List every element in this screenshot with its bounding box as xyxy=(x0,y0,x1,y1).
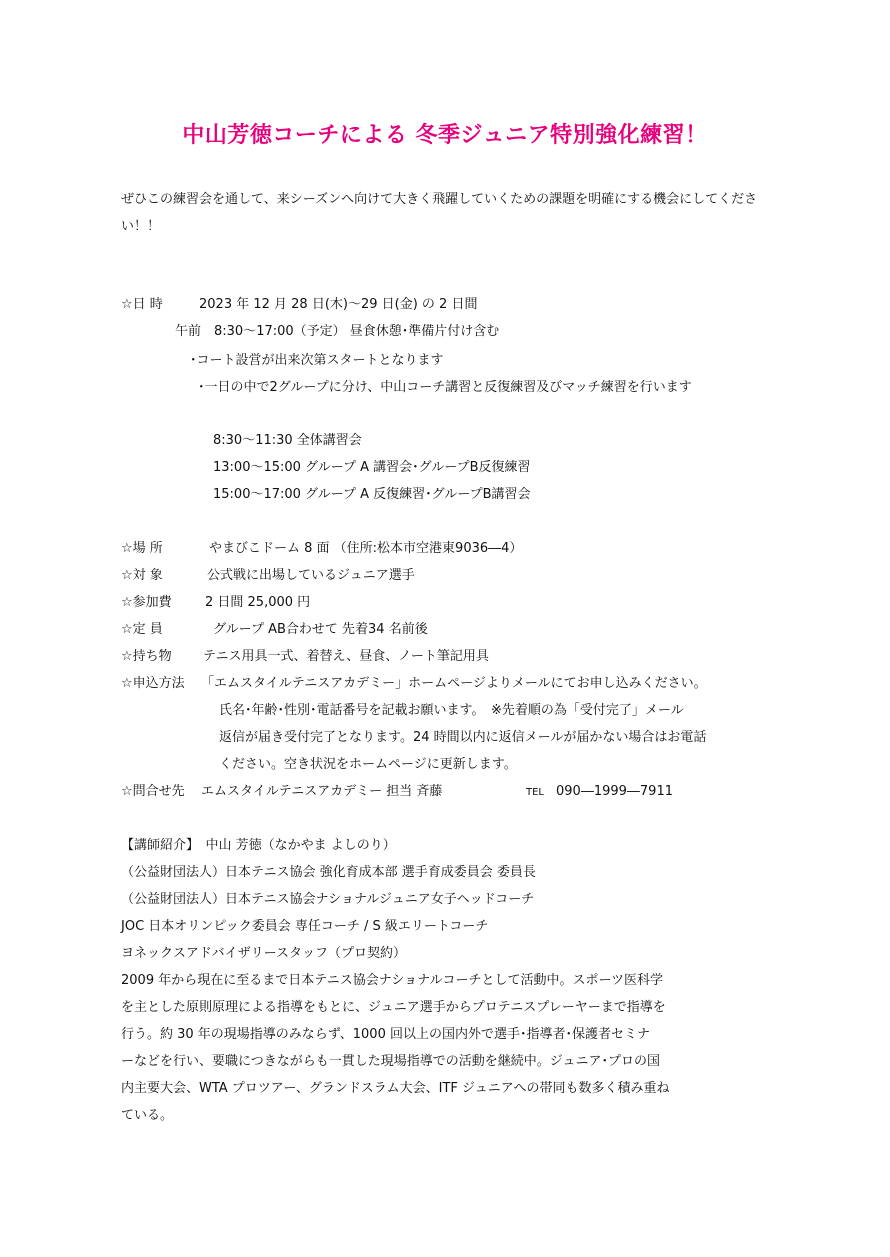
target-label: ☆対 象 xyxy=(121,568,163,583)
tel-value: 090―1999―7911 xyxy=(556,784,673,799)
apply-row xyxy=(121,676,707,692)
capacity-value: グループ AB合わせて 先着34 名前後 xyxy=(213,622,428,637)
capacity-row xyxy=(121,622,428,638)
intro-line-2: い！！ xyxy=(121,219,161,234)
intro-line-1: ぜひこの練習会を通して、来シーズンへ向けて大きく飛躍していくための課題を明確にする機会にしてくださ xyxy=(121,192,758,207)
capacity-label: ☆定 員 xyxy=(121,622,163,637)
items-label: ☆持ち物 xyxy=(121,649,172,664)
apply-value-2: 氏名･年齢･性別･電話番号を記載お願います。 ※先着順の為「受付完了」メール xyxy=(219,703,684,718)
target-row xyxy=(121,568,415,584)
contact-value: エムスタイルテニスアカデミー 担当 斉藤 xyxy=(201,784,443,799)
instructor-bio-3: 行う。約 30 年の現場指導のみならず、1000 回以上の国内外で選手･指導者･保護者セミナ xyxy=(121,1027,650,1042)
instructor-bio-4: ーなどを行い、要職につきながらも一貫した現場指導での活動を継続中。ジュニア･プロの国 xyxy=(121,1054,660,1069)
apply-value-4: ください。空き状況をホームページに更新します。 xyxy=(219,757,517,772)
instructor-bio-6: ている。 xyxy=(121,1108,174,1123)
instructor-heading: 【講師紹介】 中山 芳徳（なかやま よしのり） xyxy=(121,838,396,853)
instructor-role-2: （公益財団法人）日本テニス協会ナショナルジュニア女子ヘッドコーチ xyxy=(121,892,535,907)
instructor-role-1: （公益財団法人）日本テニス協会 強化育成本部 選手育成委員会 委員長 xyxy=(121,865,536,880)
date-row xyxy=(121,297,477,313)
instructor-role-4: ヨネックスアドバイザリースタッフ（プロ契約） xyxy=(121,946,406,961)
items-value: テニス用具一式、着替え、昼食、ノート筆記用具 xyxy=(203,649,489,664)
time-slot-3: 15:00～17:00 グループ A 反復練習･グループB講習会 xyxy=(213,487,531,502)
instructor-bio-5: 内主要大会、WTA プロツアー、グランドスラム大会、ITF ジュニアへの帯同も数多く積み重ね xyxy=(121,1081,670,1096)
instructor-role-3: JOC 日本オリンピック委員会 専任コーチ / S 級エリートコーチ xyxy=(121,919,489,934)
tel-row xyxy=(526,784,673,801)
apply-label: ☆申込方法 xyxy=(121,676,185,691)
time-slot-1: 8:30～11:30 全体講習会 xyxy=(213,433,362,448)
date-value: 2023 年 12 月 28 日(木)～29 日(金) の 2 日間 xyxy=(199,297,478,312)
fee-label: ☆参加費 xyxy=(121,595,172,610)
time-line: 午前 8:30～17:00（予定） 昼食休憩･準備片付け含む xyxy=(175,324,500,339)
place-value: やまびこドーム 8 面 （住所:松本市空港東9036―4） xyxy=(209,541,523,556)
instructor-bio-1: 2009 年から現在に至るまで日本テニス協会ナショナルコーチとして活動中。スポーツ医科学 xyxy=(121,973,664,988)
date-label: ☆日 時 xyxy=(121,297,163,312)
apply-value-1: 「エムスタイルテニスアカデミー」ホームページよりメールにてお申し込みください。 xyxy=(201,676,707,691)
fee-row xyxy=(121,595,310,611)
target-value: 公式戦に出場しているジュニア選手 xyxy=(207,568,415,583)
place-label: ☆場 所 xyxy=(121,541,163,556)
place-row xyxy=(121,541,522,557)
schedule-note-1: ･コート設営が出来次第スタートとなります xyxy=(190,353,444,368)
contact-label: ☆問合せ先 xyxy=(121,784,185,799)
instructor-bio-2: を主とした原則原理による指導をもとに、ジュニア選手からプロテニスプレーヤーまで指導を xyxy=(121,1000,666,1015)
time-slot-2: 13:00～15:00 グループ A 講習会･グループB反復練習 xyxy=(213,460,531,475)
items-row xyxy=(121,649,489,665)
fee-value: 2 日間 25,000 円 xyxy=(205,595,311,610)
contact-row xyxy=(121,784,442,800)
schedule-note-2: ･一日の中で2グループに分け、中山コーチ講習と反復練習及びマッチ練習を行います xyxy=(198,380,692,395)
tel-label: TEL xyxy=(526,787,544,798)
flyer-title: 中山芳徳コーチによる 冬季ジュニア特別強化練習！ xyxy=(182,123,708,148)
apply-value-3: 返信が届き受付完了となります。24 時間以内に返信メールが届かない場合はお電話 xyxy=(219,730,707,745)
